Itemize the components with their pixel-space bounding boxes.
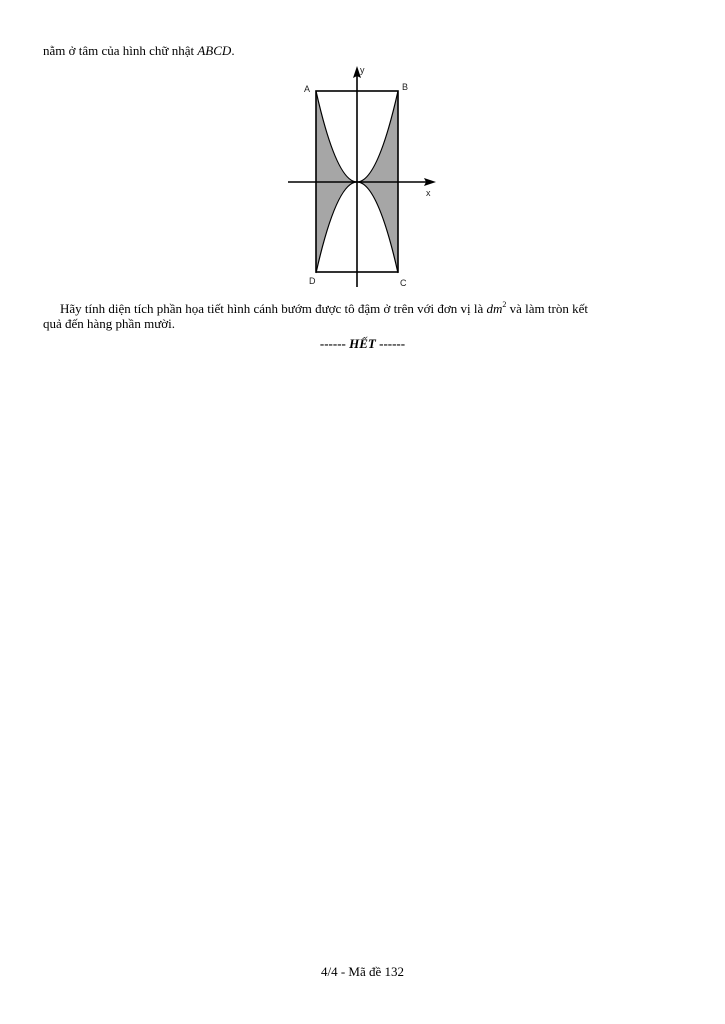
math-dm: dm [486,301,503,316]
line2-prefix: Hãy tính diện tích phần họa tiết hình cánh bướm được tô đậm ở trên với đơn vị là [60,301,487,316]
text-line-1 [43,43,235,59]
shaded-region-top-right [357,91,398,182]
line1-suffix: . [231,43,235,58]
end-dashes-left: ------ [319,336,350,351]
text-line-3: quả đến hàng phần mười. [43,316,175,331]
shaded-region-bottom-left [316,182,356,272]
shaded-region-bottom-right [357,182,398,272]
line1-prefix: nằm ở tâm của hình chữ nhật [43,43,198,58]
label-x: x [426,188,431,198]
label-c: C [400,278,407,288]
math-abcd: ABCD [197,43,232,58]
end-dashes-right: ------ [375,336,406,351]
page-footer: 4/4 - Mã đề 132 [320,964,405,979]
math-dm-exponent: 2 [502,300,507,309]
butterfly-figure [280,62,450,297]
line2-suffix: và làm tròn kết [506,301,588,316]
label-a: A [304,84,311,94]
text-line-2 [60,297,588,317]
label-b: B [402,82,409,92]
end-marker [0,336,725,352]
label-y: y [360,65,365,75]
end-word: HẾT [349,336,376,351]
label-d: D [309,276,316,286]
shaded-region-top-left [316,91,356,182]
